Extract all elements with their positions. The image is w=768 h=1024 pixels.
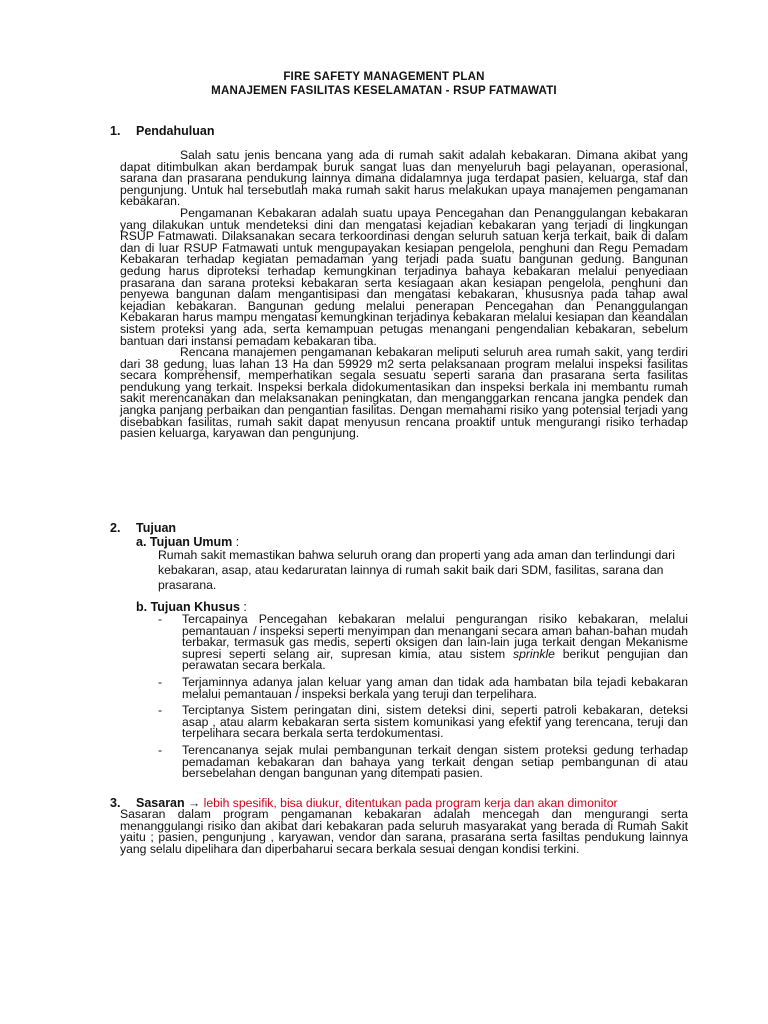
list-item (158, 674, 688, 701)
tujuan-umum-text: Rumah sakit memastikan bahwa seluruh orang dan properti yang ada aman dan terlindungi dari kebakaran, asap, atau kedaruratan lainnya di rumah sakit baik dari SDM, fasilitas, sarana dan prasarana. (158, 548, 675, 592)
tujuan-umum-heading (136, 535, 239, 549)
list-item (158, 742, 688, 781)
list-item (158, 705, 688, 740)
tujuan-umum-colon: : (232, 535, 240, 549)
arrow-right-icon: → (188, 796, 201, 810)
section1-paragraph: Pengamanan Kebakaran adalah suatu upaya Pencegahan dan Penanggulangan kebakaran yang dilakukan untuk mendeteksi dini dan mengatasi kejadian kebakaran yang terjadi di lingkungan RSUP Fatmawati. Dilaksanakan secara terkoordinasi dengan seluruh satuan kerja terkait, baik di dalam dan di luar RSUP Fatmawati untuk mengupayakan kesiapan pengelola, penghuni dan Regu Pemadam Kebakaran terhadap kegiatan pemadaman yang terjadi pada suatu bangunan gedung. Bangunan gedung harus diproteksi terhadap kemungkinan terjadinya bahaya kebakaran melalui penyediaan prasarana dan sarana proteksi kebakaran serta kesiagaan akan kesiapan pengelola, penghuni dan penyewa bangunan dalam mengantisipasi dan mengatasi kebakaran, khususnya pada tahap awal kejadian kebakaran. Bangunan gedung melalui penerapan Pencegahan dan Penanggulangan Kebakaran harus mampu mengatasi kemungkinan terjadinya kebakaran melalui kesiapan dan keandalan sistem proteksi yang ada, serta kemampuan petugas menangani pengendalian kebakaran, sebelum bantuan dari instansi pemadam kebakaran tiba. (120, 205, 688, 348)
tujuan-khusus-colon: : (239, 600, 247, 614)
section1-paragraph: Rencana manajemen pengamanan kebakaran meliputi seluruh area rumah sakit, yang terdiri dari 38 gedung, luas lahan 13 Ha dan 59929 m2 serta pelaksanaan program melalui inspeksi fasilitas secara komprehensif, memperhatikan segala sesuatu seperti sarana dan prasarana serta fasilitas pendukung yang terkait. Inspeksi berkala didokumentasikan dan inspeksi berkala ini membantu rumah sakit merencanakan dan melaksanakan peningkatan, dan menganggarkan rencana jangka pendek dan jangka panjang perbaikan dan pengantian fasilitas. Dengan memahami risiko yang potensial terjadi yang disebabkan fasilitas, rumah sakit dapat menyusun rencana proaktif untuk mengurangi risiko terhadap pasien keluarga, karyawan dan pengunjung. (120, 345, 688, 441)
list-item (158, 614, 688, 672)
section3-heading: Sasaran (136, 796, 185, 810)
tujuan-umum-label: a. Tujuan Umum (136, 535, 233, 549)
list-dash: - (158, 742, 163, 757)
list-item-text: Terencananya sejak mulai pembangunan terkait dengan sistem proteksi gedung terhadap pemadaman kebakaran dan bahaya yang terkait dengan setiap pembangunan di atau bersebelahan dengan bangunan yang ditempati pasien. (182, 742, 688, 781)
list-item-text: Terciptanya Sistem peringatan dini, sistem deteksi dini, seperti patroli kebakaran, deteksi asap , atau alarm kebakaran serta sistem komunikasi yang efektif yang terencana, teruji dan terpelihara secara berkala serta terdokumentasi. (182, 703, 688, 741)
sasaran-text: Sasaran dalam program pengamanan kebakaran adalah mencegah dan mengurangi serta menanggulangi risiko dan akibat dari kebakaran pada seluruh masyarakat yang berada di Rumah Sakit yaitu ; pasien, pengunjung , karyawan, vendor dan sarana, prasarana serta fasiltas pendukung lainnya yang selalu dipelihara dan diperbaharui secara berkala sesuai dengan kondisi terkini. (120, 807, 688, 856)
list-dash: - (158, 674, 163, 689)
list-item-text: Terjaminnya adanya jalan keluar yang aman dan tidak ada hambatan bila tejadi kebakaran melalui pemantauan / inspeksi berkala yang teruji dan terpelihara. (182, 674, 688, 701)
section1-number: 1. (110, 124, 121, 138)
section1-paragraph: Salah satu jenis bencana yang ada di rumah sakit adalah kebakaran. Dimana akibat yang dapat ditimbulkan akan berdampak buruk sangat luas dan menyeluruh bagi pelayanan, operasional, sarana dan prasarana pendukung lainnya dimana didalamnya juga terdapat pasien, keluarga, staf dan pengunjung. Untuk hal tersebutlah maka rumah sakit harus melakukan upaya manajemen pengamanan kebakaran. (120, 148, 688, 209)
section2-number: 2. (110, 521, 121, 535)
list-item-text: Tercapainya Pencegahan kebakaran melalui pengurangan risiko kebakaran, melalui pemantauan / inspeksi seperti menyimpan dan menangani secara aman bahan-bahan mudah terbakar, termasuk gas medis, seperti oksigen dan lain-lain juga terkait dengan Mekanisme supresi seperti selang air, supresan kimia, atau sistem (182, 612, 688, 661)
section3-number: 3. (110, 796, 121, 810)
list-item-emphasis: sprinkle (512, 646, 555, 661)
document-subtitle: MANAJEMEN FASILITAS KESELAMATAN - RSUP FATMAWATI (211, 85, 557, 97)
list-dash: - (158, 612, 163, 626)
list-item-text: berikut pengujian dan perawatan secara berkala. (182, 646, 689, 673)
section1-body (120, 150, 688, 440)
sasaran-note: lebih spesifik, bisa diukur, ditentukan pada program kerja dan akan dimonitor (203, 796, 618, 810)
tujuan-khusus-label: b. Tujuan Khusus (136, 600, 240, 614)
tujuan-khusus-list (158, 614, 688, 785)
section1-heading: Pendahuluan (136, 124, 215, 138)
section2-heading: Tujuan (136, 521, 177, 535)
document-title: FIRE SAFETY MANAGEMENT PLAN (283, 71, 485, 83)
list-dash: - (158, 703, 163, 718)
